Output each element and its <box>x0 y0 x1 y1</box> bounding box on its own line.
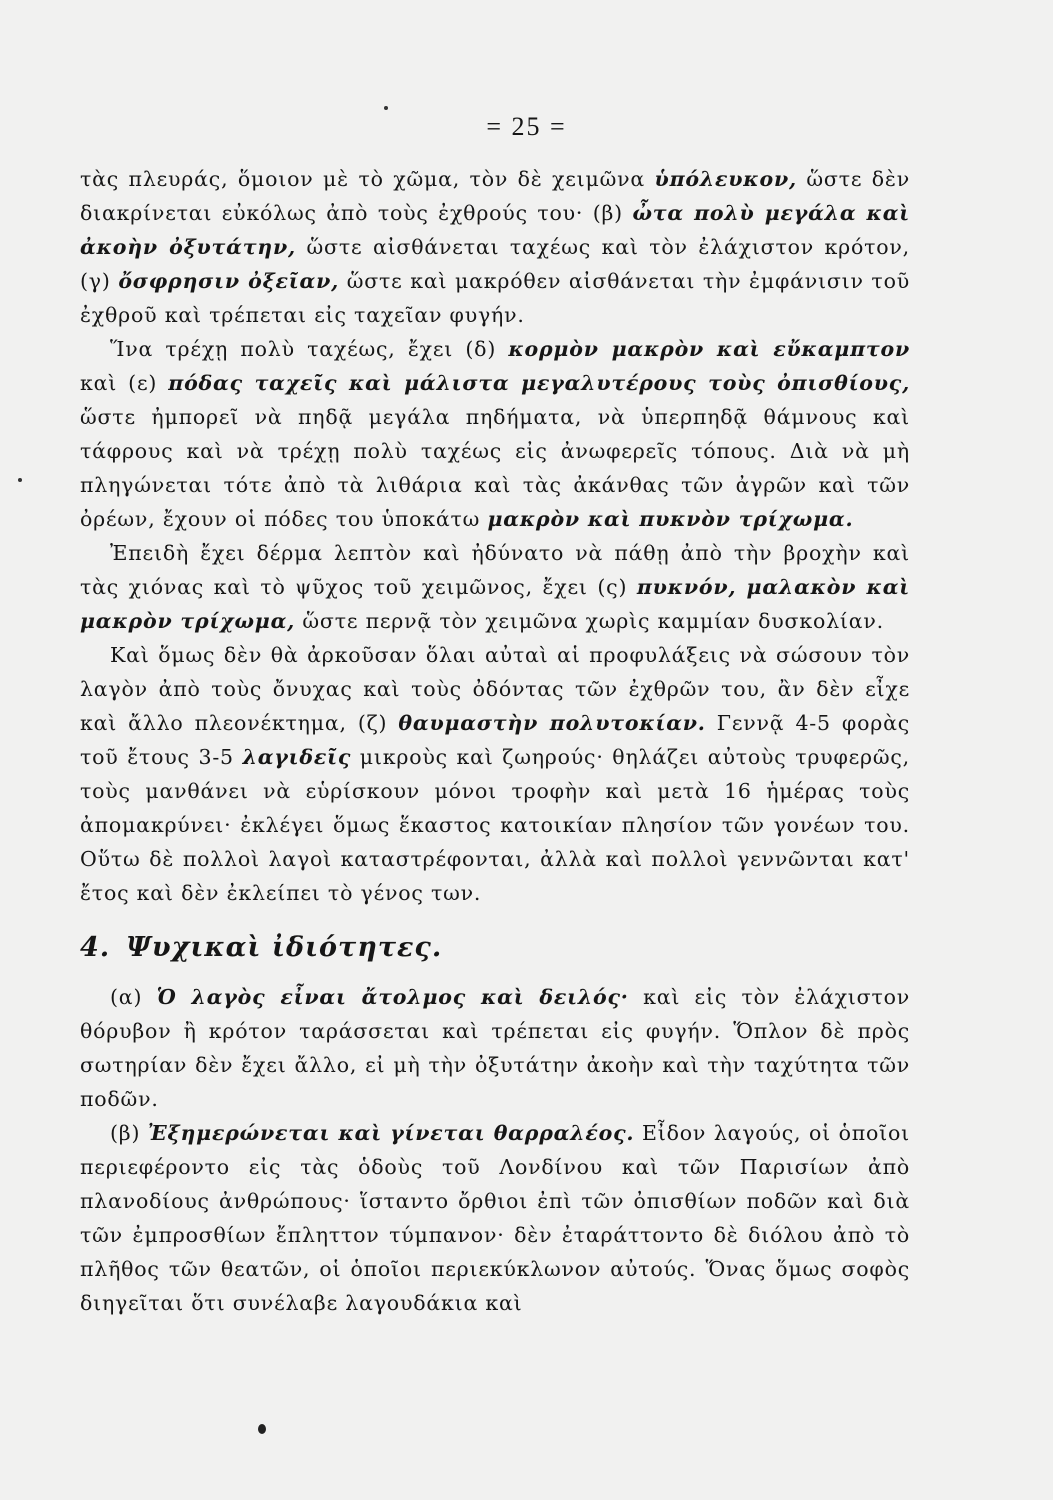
paragraph-text: (β) <box>110 1121 148 1145</box>
emphasized-text: Ἐξημερώνεται καὶ γίνεται θαρραλέος. <box>147 1121 635 1145</box>
emphasized-text: Ὁ λαγὸς εἶναι ἄτολμος καὶ δειλός· <box>156 985 629 1009</box>
paragraph-text: Εἶδον λαγούς, οἱ ὁποῖοι περιεφέροντο εἰς τὰς ὁδοὺς τοῦ Λονδίνου καὶ τῶν Παρισίων ἀπὸ πλανοδίους ἀνθρώπους· ἵσταντο ὄρθιοι ἐπὶ τῶν ὀπισθίων ποδῶν καὶ διὰ τῶν ἐμπροσθίων ἔπληττον τύμπανον· δὲν ἐταράττοντο δὲ διόλου ἀπὸ τὸ πλῆθος τῶν θεατῶν, οἱ ὁποῖοι περιεκύκλωνον αὐτούς. Ὅνας ὅμως σοφὸς διηγεῖται ὅτι συνέλαβε λαγουδάκια καὶ <box>80 1121 910 1315</box>
ink-speck <box>384 106 388 110</box>
emphasized-text: ὄσφρησιν ὀξεῖαν, <box>118 269 340 293</box>
emphasized-text: πόδας ταχεῖς καὶ μάλιστα μεγαλυτέρους τοὺς ὀπισθίους, <box>168 371 911 395</box>
emphasized-text: θαυμαστὴν πολυτοκίαν. <box>398 711 706 735</box>
paragraph-text: μικροὺς καὶ ζωηρούς· θηλάζει αὐτοὺς τρυφερῶς, τοὺς μανθάνει νὰ εὑρίσκουν μόνοι τροφὴν καὶ μετὰ 16 ἡμέρας τοὺς ἀπομακρύνει· ἐκλέγει ὅμως ἕκαστος κατοικίαν πλησίον τῶν γονέων του. Οὕτω δὲ πολλοὶ λαγοὶ καταστρέφονται, ἀλλὰ καὶ πολλοὶ γεννῶνται κατ' ἔτος καὶ δὲν ἐκλείπει τὸ γένος των. <box>80 745 910 905</box>
paragraph-text: καὶ εἰς τὸν ἐλάχιστον θόρυβον ἢ κρότον ταράσσεται καὶ τρέπεται εἰς φυγήν. Ὅπλον δὲ πρὸς σωτηρίαν δὲν ἔχει ἄλλο, εἰ μὴ τὴν ὀξυτάτην ἀκοὴν καὶ τὴν ταχύτητα τῶν ποδῶν. <box>80 985 910 1111</box>
paragraph-text: ὥστε ἠμπορεῖ νὰ πηδᾷ μεγάλα πηδήματα, νὰ ὑπερπηδᾷ θάμνους καὶ τάφρους καὶ νὰ τρέχῃ πολὺ ταχέως εἰς ἀνωφερεῖς τόπους. Διὰ νὰ μὴ πληγώνεται τότε ἀπὸ τὰ λιθάρια καὶ τὰς ἀκάνθας τῶν ἀγρῶν καὶ τῶν ὀρέων, ἔχουν οἱ πόδες του ὑποκάτω <box>80 405 910 531</box>
paragraph-text: (α) <box>110 985 157 1009</box>
paragraph-text: Ἵνα τρέχῃ πολὺ ταχέως, ἔχει (δ) <box>110 337 509 361</box>
paragraph <box>80 1116 910 1320</box>
emphasized-text: λαγιδεῖς <box>242 745 352 769</box>
paragraph-text: Καὶ ὅμως δὲν θὰ ἀρκοῦσαν ὅλαι αὐταὶ αἱ προφυλάξεις νὰ σώσουν τὸν λαγὸν ἀπὸ τοὺς ὄνυχας καὶ τοὺς ὀδόντας τῶν ἐχθρῶν του, ἂν δὲν εἶχε καὶ ἄλλο πλεονέκτημα, (ζ) <box>80 643 910 735</box>
paragraphs-top <box>80 162 910 910</box>
section-heading <box>80 928 910 968</box>
ink-speck <box>18 478 22 482</box>
emphasized-text: πυκνόν, μαλακὸν καὶ μακρὸν τρίχωμα, <box>80 575 910 633</box>
paragraph <box>80 980 910 1116</box>
paragraph-text: Ἐπειδὴ ἔχει δέρμα λεπτὸν καὶ ἠδύνατο νὰ πάθῃ ἀπὸ τὴν βροχὴν καὶ τὰς χιόνας καὶ τὸ ψῦχος τοῦ χειμῶνος, ἔχει (ς) <box>80 541 910 599</box>
emphasized-text: ὑπόλευκον, <box>654 167 797 191</box>
paragraph-text: καὶ (ε) <box>80 371 169 395</box>
emphasized-text: κορμὸν μακρὸν καὶ εὔκαμπτον <box>508 337 910 361</box>
ink-spot <box>258 1424 266 1434</box>
emphasized-text: ὦτα πολὺ μεγάλα καὶ ἀκοὴν ὀξυτάτην, <box>80 201 911 259</box>
paragraphs-bottom <box>80 980 910 1320</box>
paragraph-text: Γεννᾷ 4-5 φορὰς τοῦ ἔτους 3-5 <box>80 711 911 769</box>
section-title: Ψυχικαὶ ἰδιότητες. <box>126 932 443 963</box>
paragraph-text: ὥστε αἰσθάνεται ταχέως καὶ τὸν ἐλάχιστον κρότον, (γ) <box>80 235 911 293</box>
paragraph <box>80 162 910 332</box>
emphasized-text: μακρὸν καὶ πυκνὸν τρίχωμα. <box>487 507 854 531</box>
paragraph <box>80 638 910 910</box>
section-number: 4. <box>80 932 111 963</box>
paragraph <box>80 332 910 536</box>
paragraph-text: ὥστε δὲν διακρίνεται εὐκόλως ἀπὸ τοὺς ἐχθρούς του· (β) <box>80 167 910 225</box>
page-number: = 25 = <box>486 112 567 141</box>
paragraph-text: τὰς πλευράς, ὅμοιον μὲ τὸ χῶμα, τὸν δὲ χειμῶνα <box>80 167 655 191</box>
page-body <box>80 162 910 1320</box>
paragraph <box>80 536 910 638</box>
paragraph-text: ὥστε περνᾷ τὸν χειμῶνα χωρὶς καμμίαν δυσκολίαν. <box>295 609 884 633</box>
paragraph-text: ὥστε καὶ μακρόθεν αἰσθάνεται τὴν ἐμφάνισιν τοῦ ἐχθροῦ καὶ τρέπεται εἰς ταχεῖαν φυγήν. <box>80 269 910 327</box>
